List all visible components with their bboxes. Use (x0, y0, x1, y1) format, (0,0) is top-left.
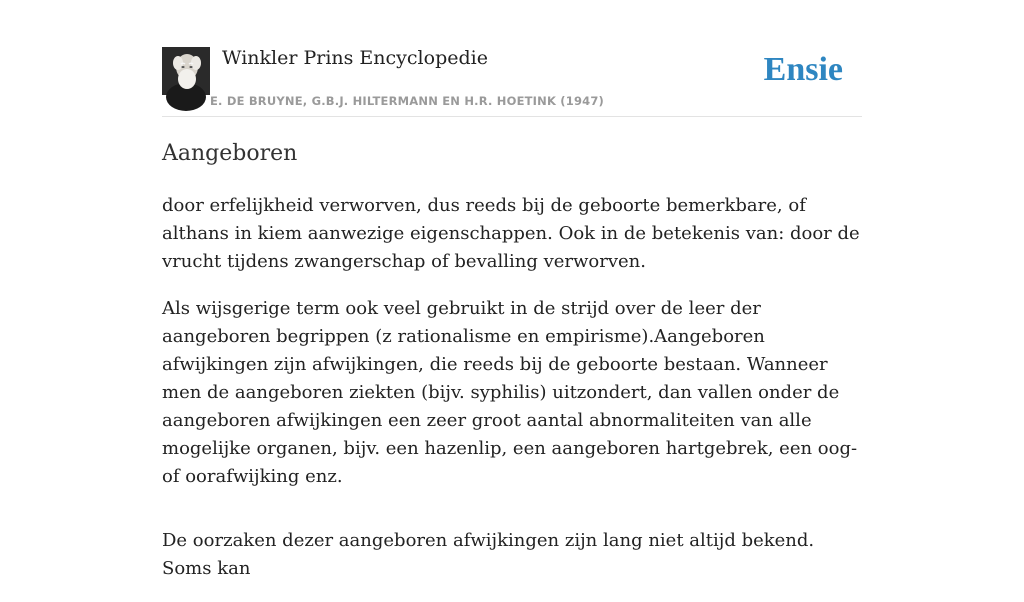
article-paragraph: Als wijsgerige term ook veel gebruikt in de strijd over de leer der aangeboren begrippen (z rationalisme en empirisme).Aangeboren afwijkingen zijn afwijkingen, die reeds bij de geboorte bestaan. Wanneer men de aangeboren ziekten (bijv. syphilis) uitzondert, dan vallen onder de aangeboren afwijkingen een zeer groot aantal abnormaliteiten van alle mogelijke organen, bijv. een hazenlip, een aangeboren hartgebrek, een oog- of oorafwijking enz. (162, 298, 858, 487)
article-title: Aangeboren (162, 141, 298, 166)
article-body (162, 192, 867, 602)
author-avatar[interactable] (162, 47, 210, 95)
article-paragraph: door erfelijkheid verworven, dus reeds bij de geboorte bemerkbare, of althans in kiem aanwezige eigenschappen. Ook in de betekenis van: door de vrucht tijdens zwangerschap of bevalling verworven. (162, 195, 860, 272)
content-column (162, 0, 862, 579)
author-byline: E. DE BRUYNE, G.B.J. HILTERMANN EN H.R. HOETINK (1947) (210, 94, 605, 108)
article-paragraph: De oorzaken dezer aangeboren afwijkingen zijn lang niet altijd bekend. Soms kan (162, 530, 815, 579)
site-title[interactable]: Winkler Prins Encyclopedie (222, 47, 488, 69)
site-header (162, 0, 862, 117)
brand-logo-link[interactable]: Ensie (763, 51, 843, 88)
author-portrait-icon (162, 47, 210, 95)
